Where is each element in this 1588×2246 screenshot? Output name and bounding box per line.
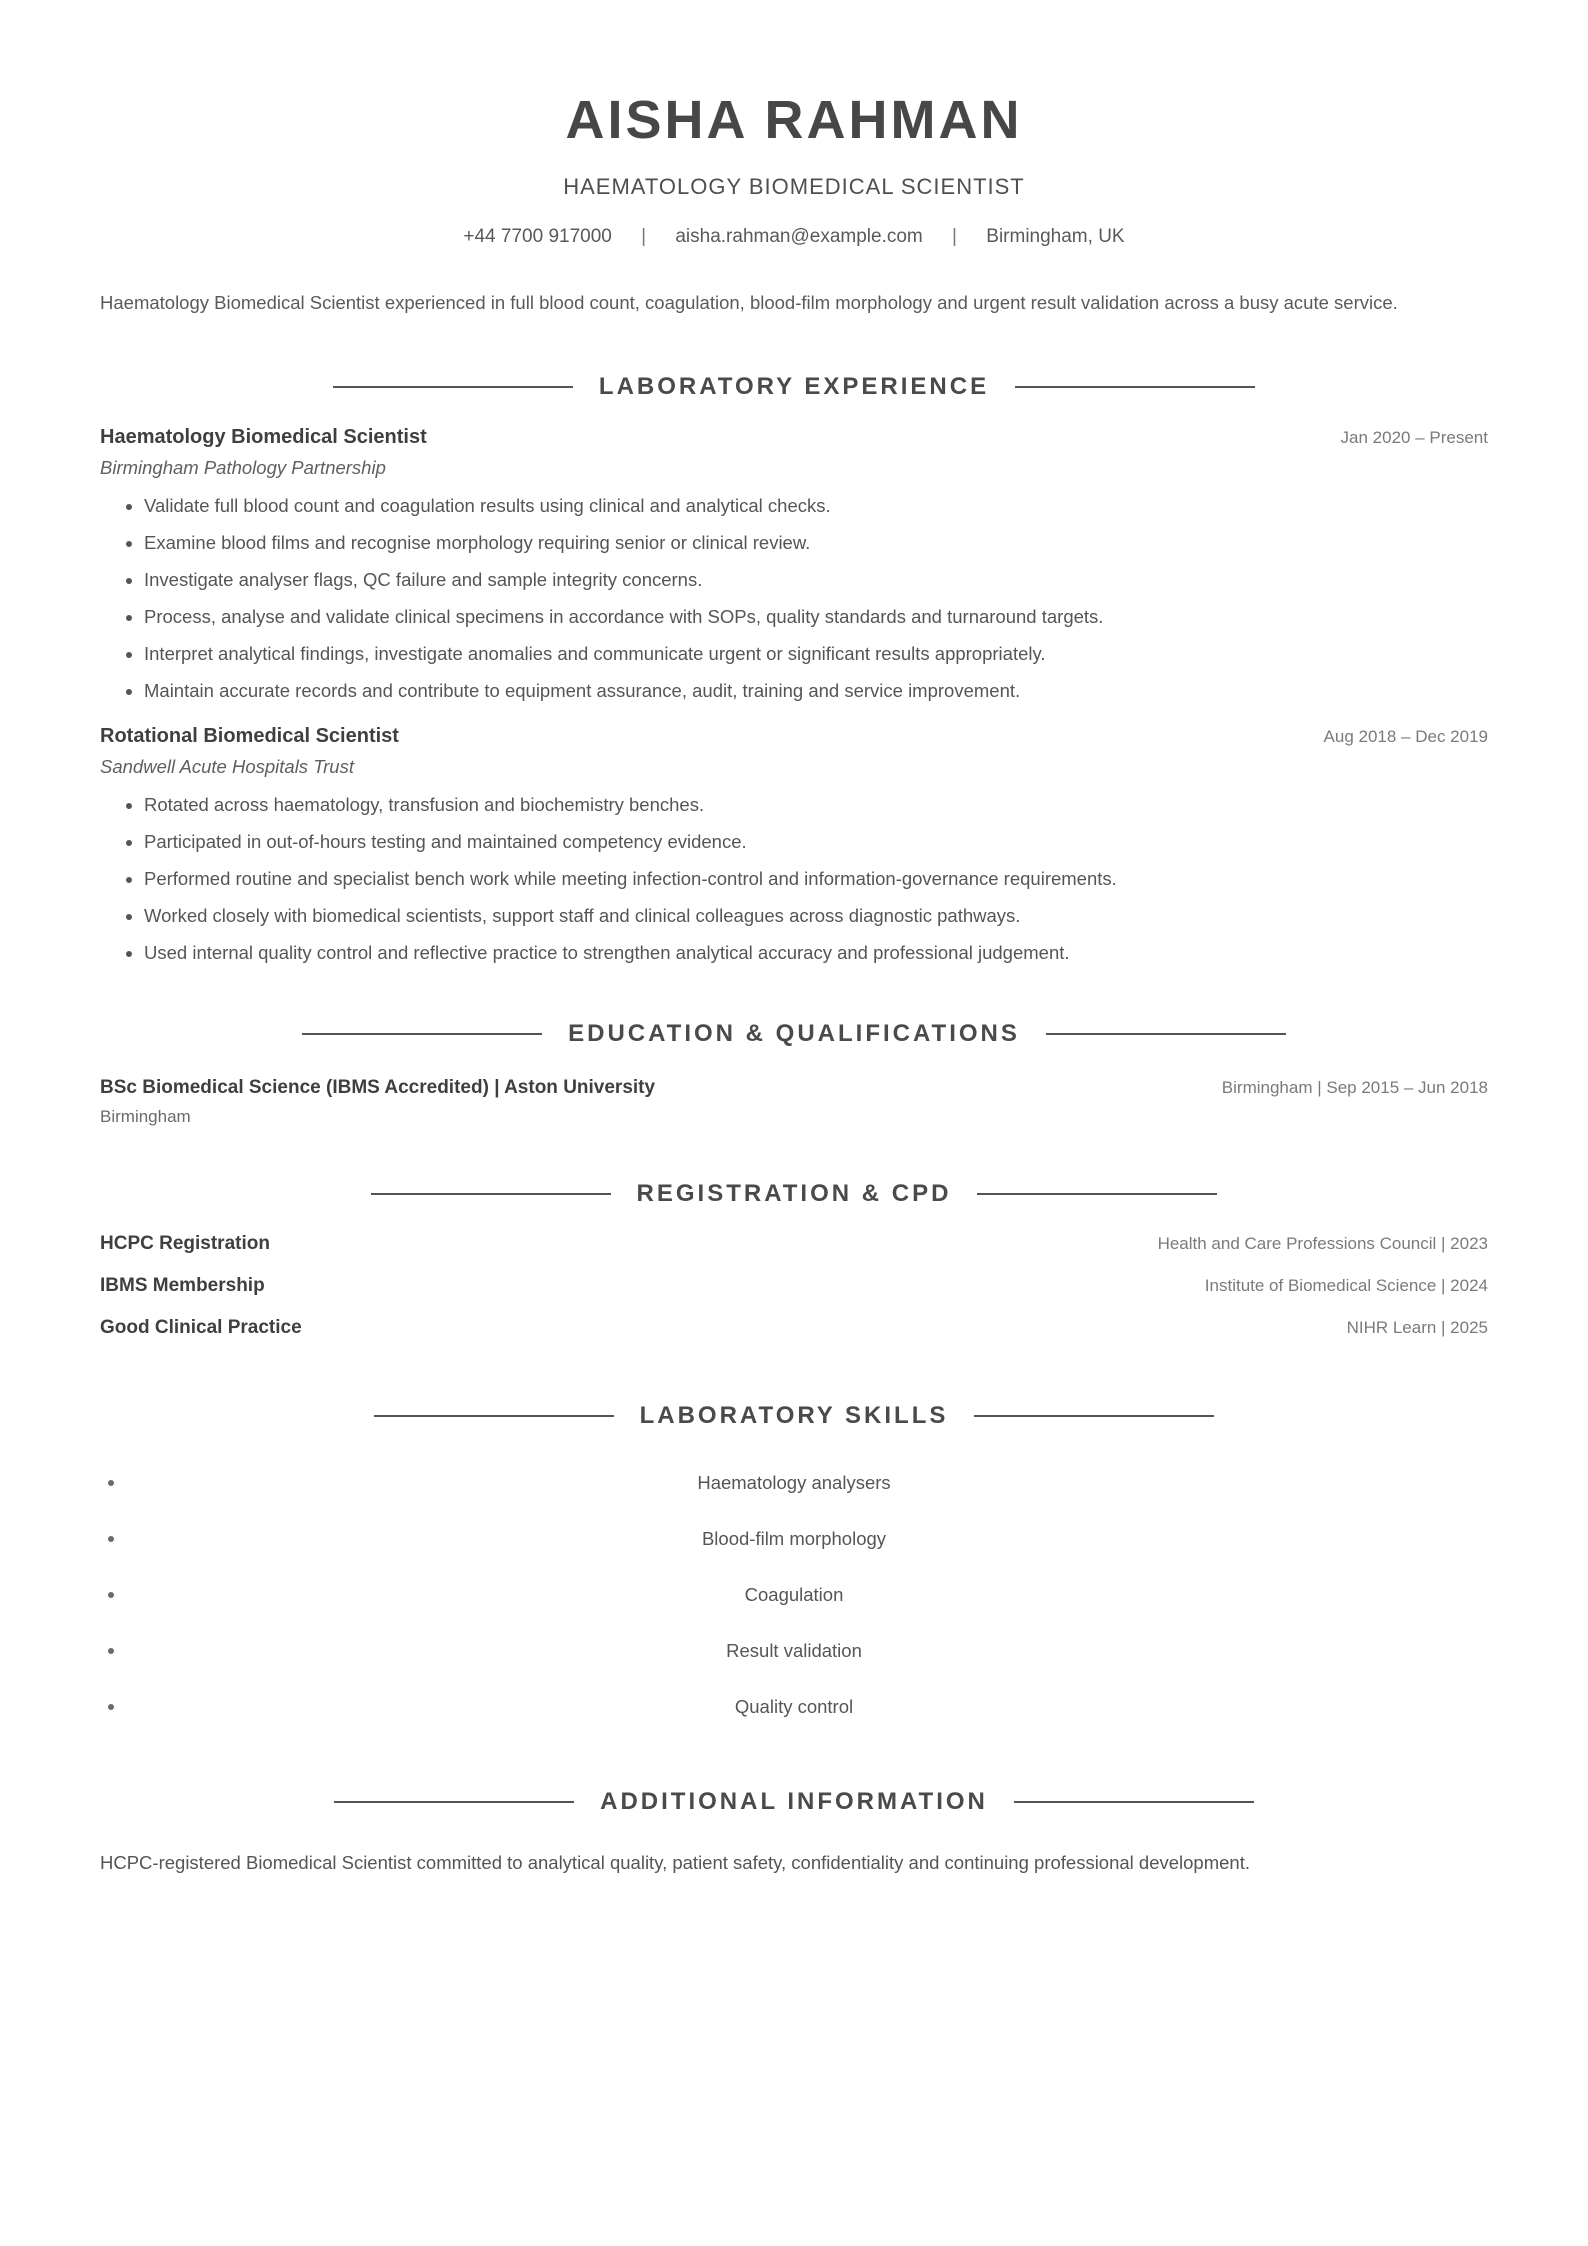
heading-rule [1046, 1033, 1286, 1035]
heading-rule [977, 1193, 1217, 1195]
registration-name: Good Clinical Practice [100, 1317, 302, 1338]
skill-item [100, 1623, 1488, 1679]
bullet-dot [108, 1480, 114, 1486]
registration-info: NIHR Learn | 2025 [1346, 1318, 1488, 1337]
job-header [100, 725, 1488, 748]
registration-name: IBMS Membership [100, 1275, 265, 1296]
heading-rule [334, 1801, 574, 1803]
skills-list [100, 1455, 1488, 1735]
list-item: • Participated in out-of-hours testing and maintained competency evidence. [144, 823, 1488, 860]
skill-label: Haematology analysers [697, 1472, 891, 1493]
list-item: • Process, analyse and validate clinical specimens in accordance with SOPs, quality standards and turnaround targets. [144, 598, 1488, 635]
section-heading-experience [100, 370, 1488, 404]
heading-rule [302, 1033, 542, 1035]
job-title: Haematology Biomedical Scientist [100, 426, 427, 448]
heading-rule [374, 1415, 614, 1417]
heading-rule [1014, 1801, 1254, 1803]
skill-item [100, 1679, 1488, 1735]
skill-label: Quality control [734, 1696, 854, 1717]
heading-rule [371, 1193, 611, 1195]
section-heading-label: LABORATORY EXPERIENCE [598, 373, 990, 400]
list-item: • Validate full blood count and coagulation results using clinical and analytical checks. [144, 487, 1488, 524]
section-heading-label: ADDITIONAL INFORMATION [600, 1788, 988, 1815]
bullet-dot [108, 1648, 114, 1654]
education-header [100, 1077, 1488, 1099]
degree-title: BSc Biomedical Science (IBMS Accredited) | Aston University [100, 1077, 656, 1098]
list-item: • Rotated across haematology, transfusion and biochemistry benches. [144, 786, 1488, 823]
professional-summary: Haematology Biomedical Scientist experienced in full blood count, coagulation, blood-film morphology and urgent result validation across a busy acute service. [100, 292, 1398, 313]
heading-rule [1015, 386, 1255, 388]
skill-label: Result validation [726, 1640, 862, 1661]
section-heading-label: EDUCATION & QUALIFICATIONS [568, 1020, 1020, 1047]
education-dates: Birmingham | Sep 2015 – Jun 2018 [1221, 1078, 1488, 1097]
additional-information: HCPC-registered Biomedical Scientist committed to analytical quality, patient safety, confidentiality and continuing professional development. [100, 1852, 1250, 1873]
email-address: aisha.rahman@example.com [675, 226, 923, 247]
location: Birmingham, UK [986, 226, 1125, 247]
bullet-dot [108, 1536, 114, 1542]
candidate-role: HAEMATOLOGY BIOMEDICAL SCIENTIST [563, 174, 1025, 199]
job-entry [100, 725, 1488, 971]
skill-item [100, 1567, 1488, 1623]
registration-item [100, 1233, 1488, 1275]
list-item: • Investigate analyser flags, QC failure and sample integrity concerns. [144, 561, 1488, 598]
bullet-dot [108, 1592, 114, 1598]
heading-rule [333, 386, 573, 388]
job-dates: Jan 2020 – Present [1340, 428, 1488, 447]
registration-info: Health and Care Professions Council | 2023 [1157, 1234, 1488, 1253]
job-title: Rotational Biomedical Scientist [100, 725, 399, 747]
section-heading-additional [100, 1785, 1488, 1819]
section-heading-label: REGISTRATION & CPD [636, 1180, 952, 1207]
job-dates: Aug 2018 – Dec 2019 [1323, 727, 1488, 746]
job-bullets [100, 487, 1488, 709]
registration-item [100, 1275, 1488, 1317]
list-item: • Performed routine and specialist bench work while meeting infection-control and information-governance requirements. [144, 860, 1488, 897]
contact-separator: | [952, 226, 957, 247]
section-heading-education [100, 1017, 1488, 1051]
job-header [100, 426, 1488, 449]
skill-label: Coagulation [744, 1584, 844, 1605]
skill-item [100, 1511, 1488, 1567]
section-heading-label: LABORATORY SKILLS [639, 1402, 949, 1429]
list-item: • Interpret analytical findings, investigate anomalies and communicate urgent or significant results appropriately. [144, 635, 1488, 672]
list-item: • Worked closely with biomedical scientists, support staff and clinical colleagues across diagnostic pathways. [144, 897, 1488, 934]
registration-info: Institute of Biomedical Science | 2024 [1204, 1276, 1488, 1295]
section-heading-registration [100, 1177, 1488, 1211]
job-organisation: Sandwell Acute Hospitals Trust [100, 756, 354, 777]
job-organisation: Birmingham Pathology Partnership [100, 457, 386, 478]
contact-line [100, 224, 1488, 250]
section-heading-skills [100, 1399, 1488, 1433]
heading-rule [974, 1415, 1214, 1417]
job-bullets [100, 786, 1488, 971]
registration-name: HCPC Registration [100, 1233, 270, 1254]
skill-item [100, 1455, 1488, 1511]
skill-label: Blood-film morphology [701, 1528, 887, 1549]
candidate-name: AISHA RAHMAN [565, 90, 1023, 150]
education-entry [100, 1077, 1488, 1127]
registration-item [100, 1317, 1488, 1359]
list-item: • Used internal quality control and reflective practice to strengthen analytical accuracy and professional judgement. [144, 934, 1488, 971]
bullet-dot [108, 1704, 114, 1710]
list-item: • Examine blood films and recognise morphology requiring senior or clinical review. [144, 524, 1488, 561]
job-entry [100, 426, 1488, 709]
contact-separator: | [641, 226, 647, 247]
list-item: • Maintain accurate records and contribute to equipment assurance, audit, training and service improvement. [144, 672, 1488, 709]
registration-list [100, 1233, 1488, 1359]
phone-number: +44 7700 917000 [463, 226, 612, 247]
education-location: Birmingham [100, 1107, 191, 1126]
